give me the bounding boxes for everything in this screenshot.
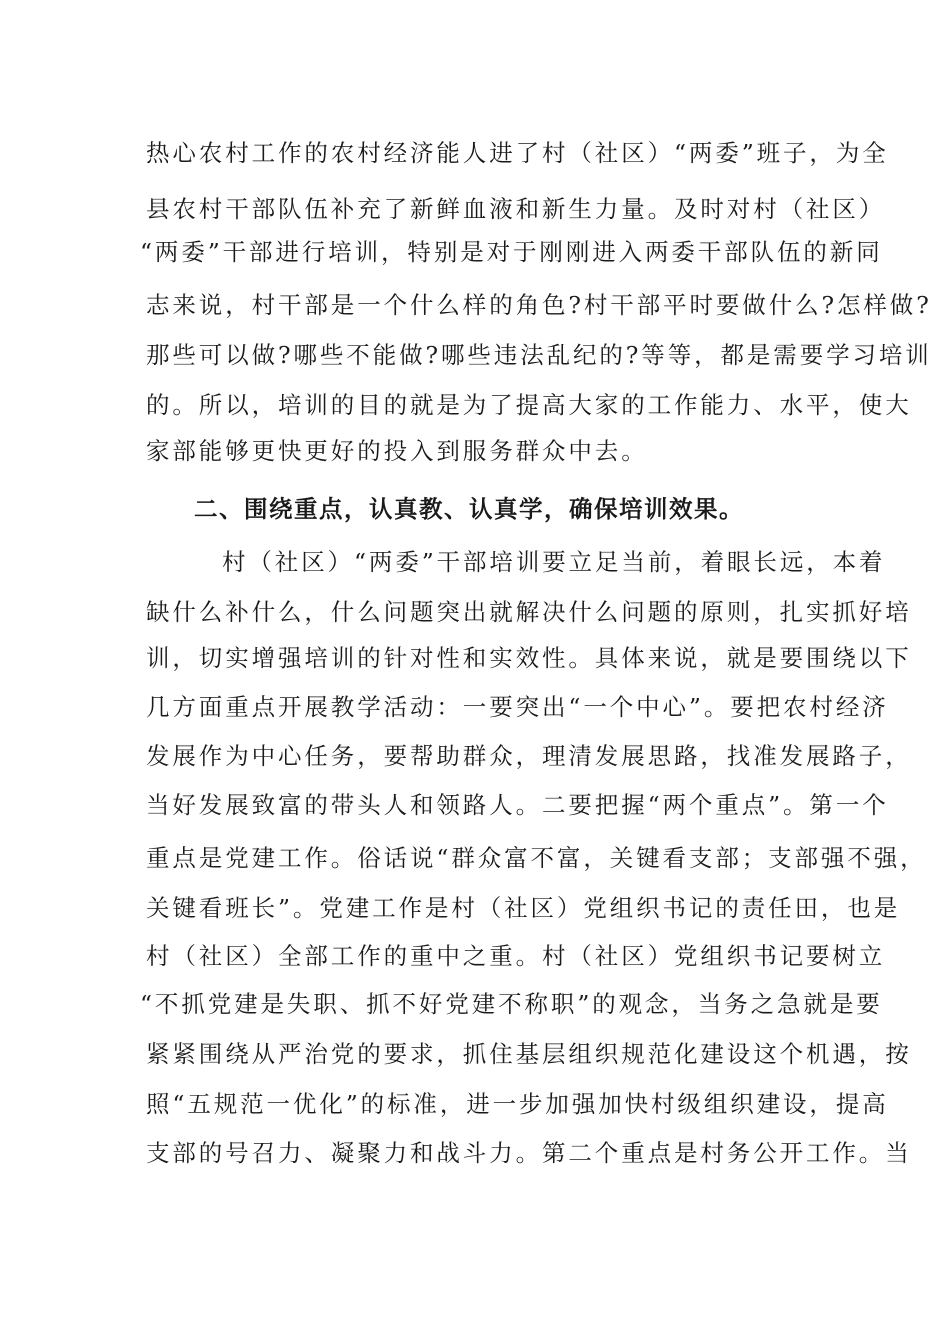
paragraph-line: 那些可以做?哪些不能做?哪些违法乱纪的?等等，都是需要学习培训: [146, 341, 932, 369]
paragraph-line: 当好发展致富的带头人和领路人。二要把握“两个重点”。第一个: [146, 791, 889, 819]
paragraph-line: 村（社区）全部工作的重中之重。村（社区）党组织书记要树立: [146, 942, 886, 970]
section-heading: 二、围绕重点，认真教、认真学，确保培训效果。: [194, 495, 744, 523]
paragraph-line: “两委”干部进行培训，特别是对于刚刚进入两委干部队伍的新同: [140, 238, 883, 266]
paragraph-line: 发展作为中心任务，要帮助群众，理清发展思路，找准发展路子，: [146, 742, 912, 770]
paragraph-line: 关键看班长”。党建工作是村（社区）党组织书记的责任田，也是: [146, 894, 901, 922]
paragraph-line: 照“五规范一优化”的标准，进一步加强加快村级组织建设，提高: [146, 1090, 889, 1118]
paragraph-line: 村（社区）“两委”干部培训要立足当前，着眼长远，本着: [222, 548, 886, 576]
paragraph-line: 缺什么补什么，什么问题突出就解决什么问题的原则，扎实抓好培: [146, 598, 912, 626]
paragraph-line: 热心农村工作的农村经济能人进了村（社区）“两委”班子，为全: [146, 139, 889, 167]
paragraph-line: 的。所以，培训的目的就是为了提高大家的工作能力、水平，使大: [146, 391, 912, 419]
paragraph-line: 紧紧围绕从严治党的要求，抓住基层组织规范化建设这个机遇，按: [146, 1040, 912, 1068]
paragraph-line: 县农村干部队伍补充了新鲜血液和新生力量。及时对村（社区）: [146, 195, 886, 223]
paragraph-line: 家部能够更快更好的投入到服务群众中去。: [146, 437, 648, 465]
paragraph-line: 支部的号召力、凝聚力和战斗力。第二个重点是村务公开工作。当: [146, 1139, 912, 1167]
paragraph-line: 几方面重点开展教学活动：一要突出“一个中心”。要把农村经济: [146, 693, 889, 721]
paragraph-line: 志来说，村干部是一个什么样的角色?村干部平时要做什么?怎样做?: [146, 291, 932, 319]
paragraph-line: 重点是党建工作。俗话说“群众富不富，关键看支部；支部强不强，: [146, 844, 927, 872]
paragraph-line: “不抓党建是失职、抓不好党建不称职”的观念，当务之急就是要: [140, 990, 883, 1018]
paragraph-line: 训，切实增强培训的针对性和实效性。具体来说，就是要围绕以下: [146, 644, 912, 672]
